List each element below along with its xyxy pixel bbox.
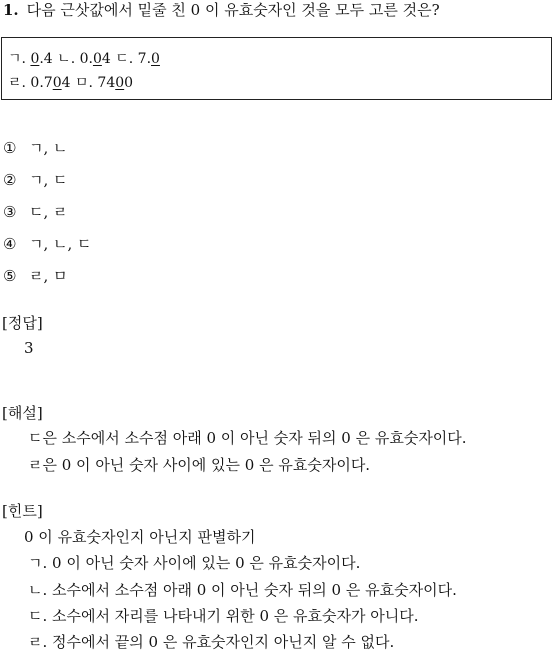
option-text: 0: [124, 75, 134, 91]
option-text: .4 ㄴ. 0.: [39, 51, 93, 67]
explanation-line: ㄹ은 0 이 아닌 숫자 사이에 있는 0 은 유효숫자이다.: [28, 456, 371, 474]
underlined-zero: 0: [52, 75, 62, 91]
choice-2[interactable]: [3, 170, 68, 190]
answer-label: [정답]: [2, 314, 43, 332]
choice-3-text: ㄷ, ㄹ: [29, 203, 68, 221]
choice-5-text: ㄹ, ㅁ: [29, 267, 68, 285]
explanation-label: [해설]: [2, 404, 43, 422]
choice-5[interactable]: [3, 266, 68, 286]
hint-line: ㄷ. 소수에서 자리를 나타내기 위한 0 은 유효숫자가 아니다.: [28, 607, 419, 625]
options-line-1: [8, 50, 160, 68]
hint-line: ㄴ. 소수에서 소수점 아래 0 이 아닌 숫자 뒤의 0 은 유효숫자이다.: [28, 581, 457, 599]
choice-4[interactable]: [3, 234, 92, 254]
choice-3[interactable]: [3, 202, 68, 222]
explanation-line: ㄷ은 소수에서 소수점 아래 0 이 아닌 숫자 뒤의 0 은 유효숫자이다.: [28, 429, 467, 447]
option-text: 4 ㄷ. 7.: [101, 51, 152, 67]
options-line-2: [8, 74, 133, 92]
question-stem: [3, 0, 440, 20]
options-box: [1, 37, 552, 100]
option-text: 4 ㅁ. 74: [61, 75, 116, 91]
underlined-zero: 0: [151, 51, 160, 67]
hint-line: ㄹ. 정수에서 끝의 0 은 유효숫자인지 아닌지 알 수 없다.: [28, 633, 395, 651]
answer-value: 3: [24, 339, 34, 357]
choice-2-mark: ②: [3, 171, 17, 189]
choice-1-text: ㄱ, ㄴ: [29, 139, 68, 157]
question-text: 다음 근삿값에서 밑줄 친 0 이 유효숫자인 것을 모두 고른 것은?: [26, 1, 440, 19]
underlined-zero: 0: [92, 51, 102, 67]
hint-line: ㄱ. 0 이 아닌 숫자 사이에 있는 0 은 유효숫자이다.: [28, 554, 361, 572]
underlined-zero: 0: [30, 51, 40, 67]
choice-5-mark: ⑤: [3, 267, 17, 285]
option-text: ㄹ. 0.7: [8, 75, 53, 91]
choice-4-mark: ④: [3, 235, 17, 253]
hint-title: 0 이 유효숫자인지 아닌지 판별하기: [24, 528, 256, 546]
choice-1[interactable]: [3, 138, 68, 158]
underlined-zero: 0: [115, 75, 125, 91]
choice-1-mark: ①: [3, 139, 17, 157]
option-text: ㄱ.: [8, 51, 31, 67]
choice-3-mark: ③: [3, 203, 17, 221]
choice-2-text: ㄱ, ㄷ: [29, 171, 68, 189]
hint-label: [힌트]: [2, 502, 43, 520]
question-number: 1.: [3, 1, 19, 19]
choice-4-text: ㄱ, ㄴ, ㄷ: [29, 235, 92, 253]
